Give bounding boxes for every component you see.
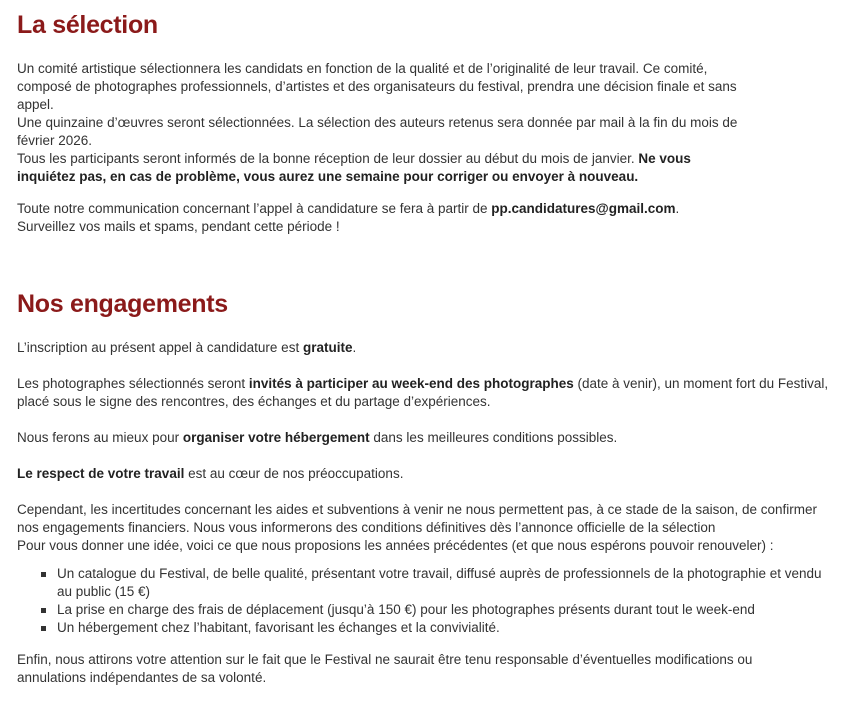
text-span: (date à venir), un moment fort du Festival, bbox=[573, 376, 829, 391]
text-line: Enfin, nous attirons votre attention sur le fait que le Festival ne saurait être tenu responsable d’éventuelles modifications ou bbox=[17, 652, 753, 667]
text-line: composé de photographes professionnels, d’artistes et des organisateurs du festival, prendra une décision finale et sans bbox=[17, 79, 737, 94]
bold-text: gratuite bbox=[302, 340, 353, 355]
cependant-paragraph bbox=[17, 501, 832, 555]
respect-paragraph bbox=[17, 465, 832, 483]
text-line: Pour vous donner une idée, voici ce que nous proposions les années précédentes (et que nous espérons pouvoir renouveler) : bbox=[17, 538, 774, 553]
text-span: Les photographes sélectionnés seront bbox=[17, 376, 249, 391]
engagements-heading: Nos engagements bbox=[17, 290, 228, 318]
text-span: Toute notre communication concernant l’appel à candidature se fera à partir de bbox=[17, 201, 492, 216]
text-line: appel. bbox=[17, 97, 54, 112]
list-item bbox=[57, 601, 832, 619]
inscription-paragraph bbox=[17, 339, 832, 357]
text-line: La prise en charge des frais de déplacement (jusqu’à 150 €) pour les photographes présents durant tout le week-end bbox=[57, 602, 755, 617]
text-line: Un hébergement chez l’habitant, favorisant les échanges et la convivialité. bbox=[57, 620, 500, 635]
bold-text: Le respect de votre travail bbox=[17, 466, 185, 481]
text-line: Une quinzaine d’œuvres seront sélectionnées. La sélection des auteurs retenus sera donnée par mail à la fin du mois de bbox=[17, 115, 738, 130]
selection-heading: La sélection bbox=[17, 11, 158, 39]
text-line bbox=[17, 200, 832, 218]
text-line bbox=[17, 168, 832, 186]
communication-paragraph bbox=[17, 200, 832, 236]
text-line: au public (15 €) bbox=[57, 584, 151, 599]
text-span: L’inscription au présent appel à candidature est bbox=[17, 340, 303, 355]
hebergement-paragraph bbox=[17, 429, 832, 447]
text-line: Cependant, les incertitudes concernant les aides et subventions à venir ne nous permettent pas, à ce stade de la saison, de confirmer bbox=[17, 502, 817, 517]
text-line bbox=[17, 375, 832, 393]
list-item bbox=[57, 565, 832, 601]
photographes-paragraph bbox=[17, 375, 832, 411]
text-span: . bbox=[675, 201, 680, 216]
text-span: . bbox=[352, 340, 357, 355]
enfin-paragraph bbox=[17, 651, 832, 687]
text-span: Tous les participants seront informés de la bonne réception de leur dossier au début du mois de janvier. bbox=[17, 151, 639, 166]
article-content bbox=[17, 8, 832, 687]
bold-text: organiser votre hébergement bbox=[182, 430, 370, 445]
text-line: Surveillez vos mails et spams, pendant cette période ! bbox=[17, 219, 340, 234]
list-item bbox=[57, 619, 832, 637]
text-span: est au cœur de nos préoccupations. bbox=[184, 466, 404, 481]
bold-text: Ne vous bbox=[638, 151, 691, 166]
previous-offers-list bbox=[17, 565, 832, 637]
bold-text: inquiétez pas, en cas de problème, vous aurez une semaine pour corriger ou envoyer à nouveau. bbox=[17, 169, 639, 184]
bold-text: invités à participer au week-end des photographes bbox=[248, 376, 574, 391]
selection-paragraph bbox=[17, 60, 832, 186]
text-line: février 2026. bbox=[17, 133, 93, 148]
contact-email[interactable]: pp.candidatures@gmail.com bbox=[491, 201, 676, 216]
text-span: Nous ferons au mieux pour bbox=[17, 430, 183, 445]
text-line: nos engagements financiers. Nous vous informerons des conditions définitives dès l’annonce officielle de la sélection bbox=[17, 520, 716, 535]
text-span: dans les meilleures conditions possibles. bbox=[369, 430, 618, 445]
text-line: annulations indépendantes de sa volonté. bbox=[17, 670, 267, 685]
text-line: Un catalogue du Festival, de belle qualité, présentant votre travail, diffusé auprès de professionnels de la photographie et vendu bbox=[57, 566, 822, 581]
text-line: placé sous le signe des rencontres, des échanges et du partage d’expériences. bbox=[17, 394, 491, 409]
text-line bbox=[17, 150, 832, 168]
text-line: Un comité artistique sélectionnera les candidats en fonction de la qualité et de l’originalité de leur travail. Ce comité, bbox=[17, 61, 708, 76]
